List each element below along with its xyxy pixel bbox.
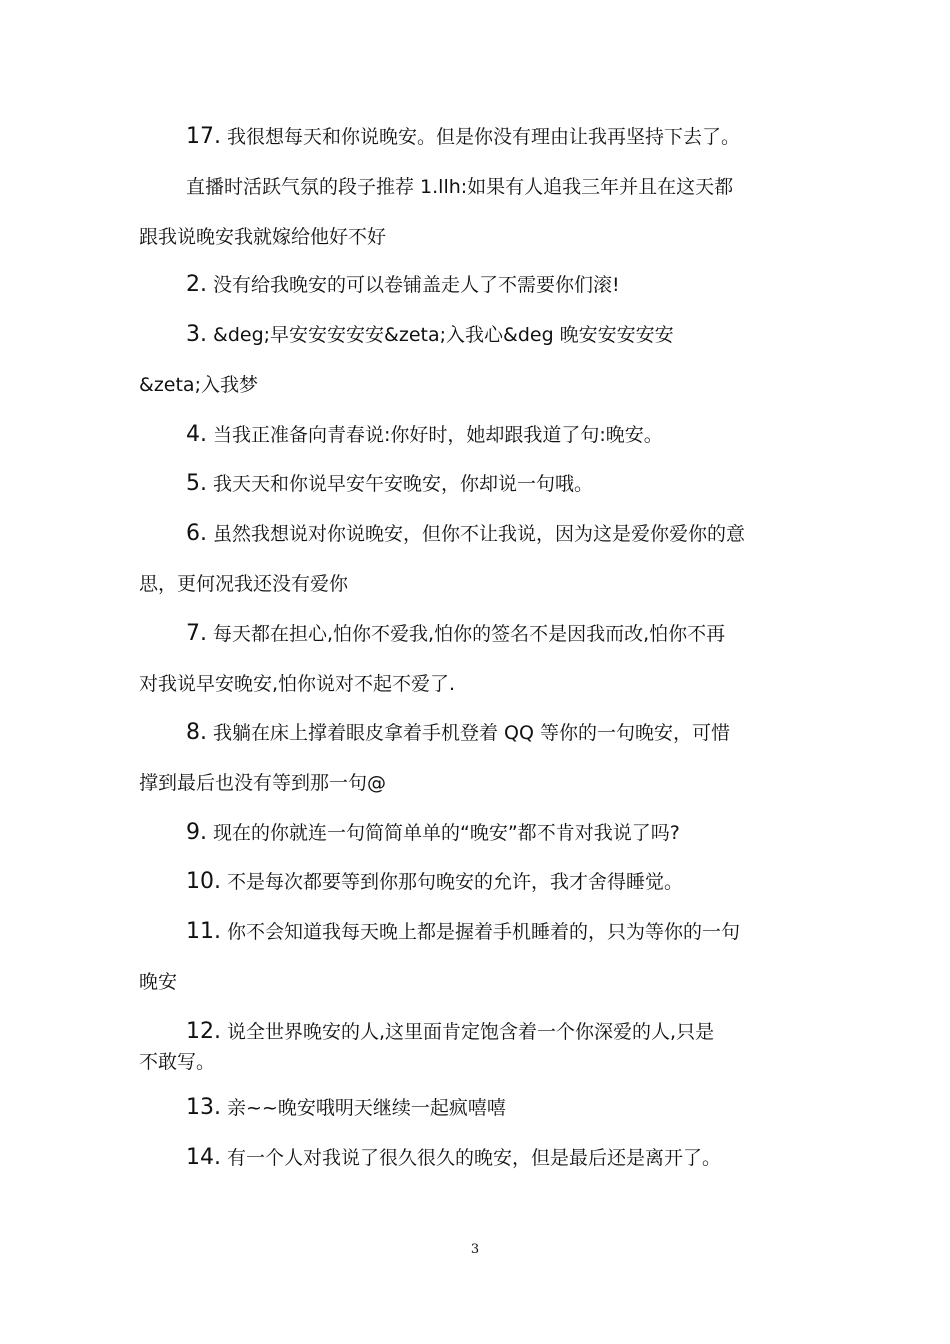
paragraph-line [139,771,386,795]
line-text: 晚安 [139,971,178,993]
line-text: &zeta;入我梦 [139,374,258,396]
line-text: 没有给我晚安的可以卷铺盖走人了不需要你们滚! [213,274,620,296]
line-text: 说全世界晚安的人,这里面肯定饱含着一个你深爱的人,只是 [227,1021,715,1043]
paragraph-line [186,522,745,546]
item-number: 7. [186,621,207,646]
paragraph-line [186,423,663,447]
paragraph-line [186,323,674,347]
line-text: 不是每次都要等到你那句晚安的允许，我才舍得睡觉。 [227,871,684,893]
paragraph-line [139,672,455,696]
item-number: 10. [186,869,221,894]
paragraph-line [186,622,725,646]
paragraph-line [186,721,730,745]
paragraph-line [186,870,683,894]
paragraph-line [186,1020,714,1044]
line-text: 思，更何况我还没有爱你 [139,573,349,595]
line-text: 有一个人对我说了很久很久的晚安，但是最后还是离开了。 [227,1147,722,1169]
line-text: 跟我说晚安我就嫁给他好不好 [139,226,387,248]
paragraph-line [186,273,620,297]
paragraph-line [186,175,733,199]
paragraph-line [186,1146,721,1170]
line-text: 不敢写。 [139,1051,216,1073]
line-text: 你不会知道我每天晚上都是握着手机睡着的，只为等你的一句 [227,921,741,943]
line-text: &deg;早安安安安安&zeta;入我心&deg 晚安安安安安 [213,324,674,346]
line-text: 我天天和你说早安午安晚安，你却说一句哦。 [213,473,594,495]
item-number: 13. [186,1095,221,1120]
item-number: 11. [186,919,221,944]
paragraph-line [186,125,740,149]
line-text: 现在的你就连一句简简单单的“晚安”都不肯对我说了吗? [213,822,680,844]
item-number: 6. [186,521,207,546]
paragraph-line [139,373,258,397]
line-text: 我躺在床上撑着眼皮拿着手机登着 QQ 等你的一句晚安，可惜 [213,722,730,744]
line-text: 撑到最后也没有等到那一句@ [139,772,387,794]
line-text: 亲~~晚安哦明天继续一起疯嘻嘻 [227,1097,506,1119]
line-text: 直播时活跃气氛的段子推荐 1.llh:如果有人追我三年并且在这天都 [186,176,734,198]
paragraph-line [139,1050,215,1074]
page-number: 3 [470,1242,480,1257]
line-text: 当我正准备向青春说:你好时，她却跟我道了句:晚安。 [213,424,663,446]
line-text: 每天都在担心,怕你不爱我,怕你的签名不是因我而改,怕你不再 [213,623,726,645]
item-number: 5. [186,471,207,496]
paragraph-line [139,225,386,249]
paragraph-line [186,1096,506,1120]
paragraph-line [139,970,177,994]
paragraph-line [186,472,593,496]
line-text: 我很想每天和你说晚安。但是你没有理由让我再坚持下去了。 [227,126,741,148]
item-number: 4. [186,422,207,447]
item-number: 8. [186,720,207,745]
item-number: 9. [186,820,207,845]
item-number: 12. [186,1019,221,1044]
item-number: 3. [186,322,207,347]
paragraph-line [186,821,680,845]
line-text: 对我说早安晚安,怕你说对不起不爱了. [139,673,456,695]
line-text: 虽然我想说对你说晚安，但你不让我说，因为这是爱你爱你的意 [213,523,746,545]
paragraph-line [139,572,348,596]
paragraph-line [186,920,740,944]
item-number: 2. [186,272,207,297]
item-number: 14. [186,1145,221,1170]
item-number: 17. [186,124,221,149]
